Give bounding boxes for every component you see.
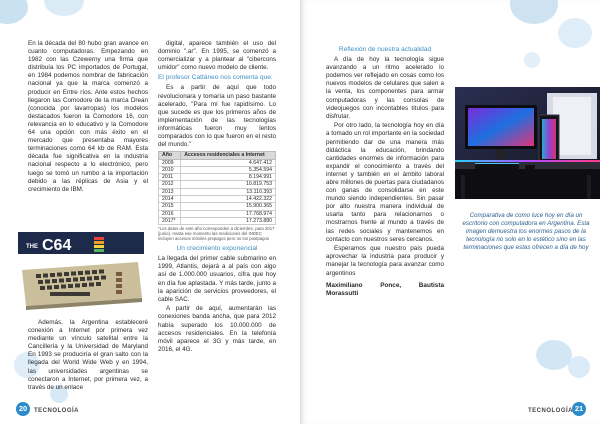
section-subtitle: Un crecimiento exponencial (176, 245, 258, 253)
table-row (159, 174, 276, 181)
table-cell: 14.422.322 (181, 196, 276, 203)
decorative-circle (568, 356, 590, 378)
decorative-circle (524, 52, 540, 68)
table-row (159, 217, 276, 224)
footer-label: TECNOLOGÍA (34, 408, 79, 414)
table-cell: 2016 (159, 210, 181, 217)
desktop-setup-photo (455, 87, 600, 199)
section-subtitle: El profesor Cattáneo nos comenta que: (158, 74, 273, 82)
paragraph: Es a partir de aquí que todo revolucionara y tomaría un paso bastante acelerado, "Para mí fue rapidísimo. Lo que sucede es que los primeros años de implementación de las tecnologías informáticas fueron muy lentos comparados con lo que fueron en el resto del mundo." (158, 84, 276, 149)
table-row (159, 166, 276, 173)
table-cell: 2013 (159, 188, 181, 195)
photo-caption: Comparativa de como luce hoy en día un escritorio con computadora en Argentina. Esta imagen demuestra los enormes pasos de la tecnología no solo en lo estético sino en las terminaciones que estas ofrecen a día de hoy (462, 212, 590, 251)
left-column-1-bottom (28, 319, 148, 393)
table-row (159, 181, 276, 188)
paragraph: digital, aparece también el uso del dominio ".ar". En 1995, se comenzó a comercializar y a plantear al "cibercons umidor" como nuevo modelo de cliente. (158, 40, 276, 72)
table-note: *Los datos de este año corresponden a diciembre, para 2017 (junio). Hasta ese momento las mediciones del INDEC incluyen accesos móviles prepagos pero no los postpagos (158, 226, 275, 242)
table-row (159, 188, 276, 195)
table-cell: 4.647.412 (181, 159, 276, 166)
decorative-circle (44, 0, 84, 16)
table-cell: 2009 (159, 159, 181, 166)
table-header: Año (159, 152, 181, 159)
table-row (159, 196, 276, 203)
table-cell: 13.110.393 (181, 188, 276, 195)
table-row (159, 210, 276, 217)
paragraph: Además, la Argentina estableceré conexión a Internet por primera vez mediante un vínculo satelital entre la Cancillería y la Universidad de Maryland En 1993 se produciría el gran salto con la llegada del World Wide Web y en 1994, las universidades argentinas se conectaron a Internet, por primera vez, a través de un enlace (28, 319, 148, 391)
decorative-circle (558, 18, 592, 48)
table-header: Accesos residenciales a Internet (181, 152, 276, 159)
decorative-circle (0, 0, 28, 24)
table-cell: 10.819.753 (181, 181, 276, 188)
table-cell: 2012 (159, 181, 181, 188)
desktop-setup-illustration (455, 87, 600, 199)
svg-text:THE: THE (26, 244, 38, 250)
page-number-badge: 21 (572, 402, 586, 416)
table-cell: 5.354.594 (181, 166, 276, 173)
table-cell: 2017* (159, 217, 181, 224)
commodore-64-image (16, 232, 146, 312)
paragraph: Esperamos que nuestro país pueda aprovechar la industria para producir y manejar la tecnología para avanzar como argentinos (326, 245, 444, 277)
table-cell: 15.900.365 (181, 203, 276, 210)
table-cell: 2014 (159, 196, 181, 203)
page-number-badge: 20 (16, 402, 30, 416)
section-subtitle: Reflexión de nuestra actualidad (338, 46, 432, 53)
decorative-circle (536, 340, 572, 370)
decorative-circle (510, 0, 558, 24)
paragraph: La llegada del primer cable submarino en 1999, Atlantis, dejará a al país con algo así de 1.000.000 usuarios, cifra que hoy en día fue aplastada. Y más tarde, junto a la aparición de servicios proveedores, el cable SAC. (158, 255, 276, 303)
right-column (326, 44, 444, 298)
paragraph: Por otro lado, la tecnología hoy en día a tomado un rol importante en la sociedad permitiendo dar de una manera más didáctica la educación, brindando cantidades enormes de información para expandir el conocimiento a través del internet y también en el ámbito laboral abre millones de puertas para ciudadanos con ganas de consolidarse en este mundo siendo independientes. Sin pasar por alto nuestra manera individual de usarla tanto para relacionarnos o mostrarnos frente al mundo a través de las redes sociales y mantenemos en contacto con nuestros seres cercanos. (326, 122, 444, 243)
commodore-64-illustration (16, 232, 146, 312)
table-row (159, 203, 276, 210)
author-credit: Maximiliano Ponce, Bautista Morassutti (326, 281, 444, 297)
table-header-row (159, 152, 276, 159)
c64-logo-text: C64 (42, 237, 72, 254)
footer-label: TECNOLOGÍA (528, 408, 573, 414)
left-column-1 (28, 40, 148, 195)
table-cell: 8.194.991 (181, 174, 276, 181)
paragraph: En la década del 80 hubo gran avance en cuanto computadoras. Empezando en 1982 con las Czewerny una firma que distribuía los PC importados de Portugal, en 1984 podemos nombrar de fabricación nacional ya que la marca comenzó a producir en Entre ríos. Ante estos hechos llegaron las Comodore de la marca Drean (conocida por lavarropas) los modelos destacados fueron la Comodore 16, con relevancia en lo educativo y la Comodore 64 una opción con más éxito en el mercado que presentaba mayores terminaciones como 64 kb de RAM. Esta década fue significativa en la industria nacional respecto a lo electrónico, pero luego se tomó un rumbo a la importación debido a las réplicas de Asia y el crecimiento de IBM. (28, 40, 148, 193)
table-cell: 2011 (159, 174, 181, 181)
internet-access-table (158, 151, 276, 225)
paragraph: A partir de aquí, aumentarán las conexiones banda ancha, que para 2012 había superado los 10.000.000 de accesos residenciales. En la telefonía móvil aparece el 3G y más tarde, en 2016, el 4G. (158, 305, 276, 353)
table-row (159, 159, 276, 166)
left-column-2 (158, 40, 276, 355)
table-cell: 2015 (159, 203, 181, 210)
table-cell: 2010 (159, 166, 181, 173)
paragraph: A día de hoy la tecnología sigue avanzando a un ritmo acelerado lo podemos ver reflejado en cosas como los nuevos modelos de celulares que salen a la venta, los componentes para armar computadoras y las consolas de videojuegos con incontables títulos para disfrutar. (326, 56, 444, 120)
table-cell: 17.768.974 (181, 210, 276, 217)
table-cell: 17.273.880 (181, 217, 276, 224)
